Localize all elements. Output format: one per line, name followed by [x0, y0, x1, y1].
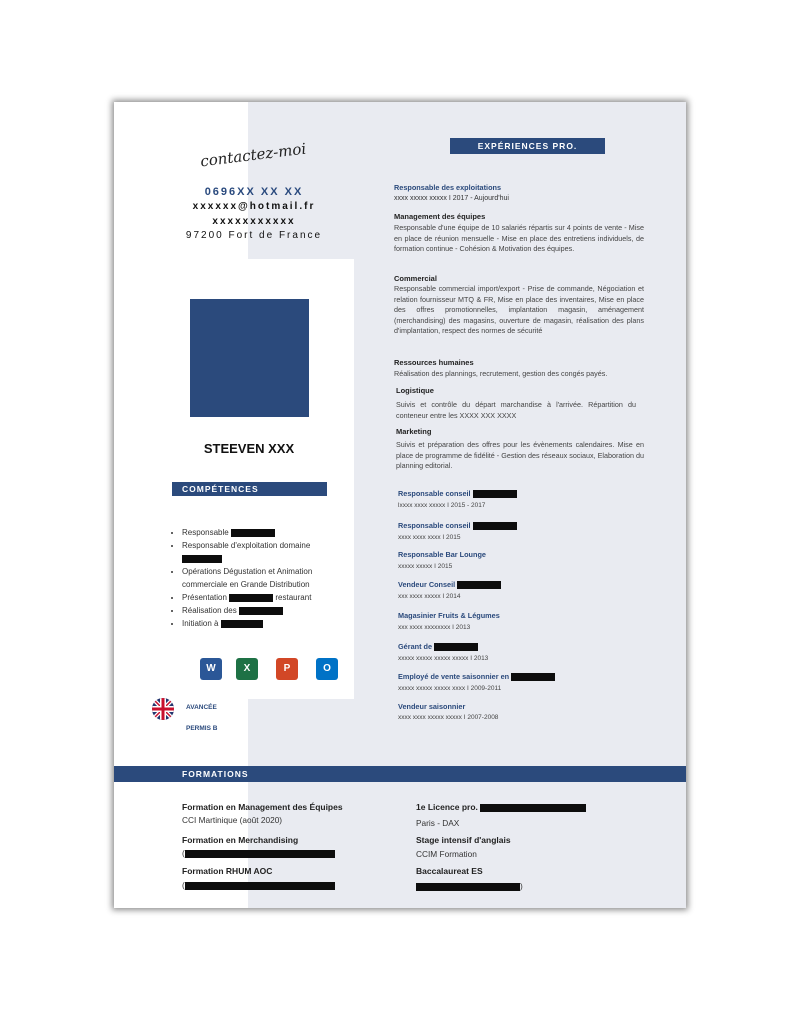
skill-item: • Initiation à [182, 617, 352, 630]
formation-title: Formation RHUM AOC [182, 866, 273, 876]
candidate-name: STEEVEN XXX [203, 441, 295, 456]
skill-item: • Réalisation des [182, 604, 352, 617]
skill-item: • Responsable [182, 526, 352, 539]
redaction-bar [185, 850, 335, 858]
english-level: AVANCÉE [186, 704, 217, 711]
skill-item: • Responsable d'exploitation domaine [182, 539, 352, 565]
job-period: xxx xxxx xxxxxxxx I 2013 [398, 624, 471, 631]
section-text: Responsable d'une équipe de 10 salariés répartis sur 4 points de vente - Mise en place de réunion mensuelle - Mise en place des entretiens individuels, de formation continue - Cohésion & Motivation des équipes. [394, 223, 644, 253]
job-title: Vendeur Conseil [398, 580, 658, 589]
job-title: Responsable conseil [398, 521, 658, 530]
section-heading: Marketing [396, 427, 432, 436]
redaction-bar [182, 555, 222, 563]
formation-detail: ( [182, 880, 335, 890]
competences-section-header: COMPÉTENCES [172, 482, 327, 496]
job-period: xxx xxxx xxxxx I 2014 [398, 593, 461, 600]
job-period: lxxxx xxxx xxxxx I 2015 - 2017 [398, 502, 486, 509]
skills-list [172, 526, 352, 630]
job-period: xxxxx xxxxx xxxxx xxxx I 2009-2011 [398, 685, 502, 692]
profile-photo-placeholder [190, 299, 309, 417]
section-text: Suivis et contrôle du départ marchandise à l'arrivée. Répartition du conteneur entre les XXXX XXX XXXX [396, 400, 636, 420]
formation-detail: Paris - DAX [416, 818, 460, 828]
phone-number: 0696XX XX XX [204, 186, 304, 198]
section-text: Réalisation des plannings, recrutement, gestion des congés payés. [394, 369, 608, 378]
redaction-bar [185, 882, 335, 890]
redaction-bar [457, 581, 501, 589]
section-text: Suivis et préparation des offres pour les évènements calendaires. Mise en place de programme de fidélité - Gestion des réseaux sociaux, Elaboration du planning editorial. [396, 440, 644, 470]
job-title: Employé de vente saisonnier en [398, 672, 658, 681]
redaction-bar [416, 883, 520, 891]
excel-icon: X [236, 658, 258, 680]
email-address: xxxxxx@hotmail.fr [192, 201, 316, 212]
section-heading: Management des équipes [394, 212, 486, 221]
experiences-section-header: EXPÉRIENCES PRO. [450, 138, 605, 154]
job-period: xxxxx xxxxx xxxxx xxxxx I 2013 [398, 655, 489, 662]
skill-item: • Opérations Dégustation et Animation commerciale en Grande Distribution [182, 565, 352, 591]
job-period: xxxx xxxx xxxx I 2015 [398, 534, 461, 541]
redaction-bar [473, 522, 517, 530]
formation-detail: CCIM Formation [416, 849, 477, 859]
section-text: Responsable commercial import/export - Prise de commande, Négociation et relation fournisseur MTQ & FR, Mise en place des inventaires, Mise en place des offres promotionnelles, implantation magasin, aménagement (merchandising) des magasins, ouverture de magasin, réalisation des plans d'implantation, respect des normes de sécurité [394, 284, 644, 335]
uk-flag-icon [152, 698, 174, 720]
job-title: Magasinier Fruits & Légumes [398, 611, 500, 620]
cv-page [114, 102, 686, 908]
job-period: xxxx xxxxx xxxxx I 2017 - Aujourd'hui [394, 195, 509, 202]
formation-title: 1e Licence pro. [416, 802, 586, 812]
redaction-bar [239, 607, 283, 615]
formation-detail: ) [416, 881, 523, 891]
skill-item: • Présentation restaurant [182, 591, 352, 604]
formation-detail: ( [182, 848, 335, 858]
redaction-bar [231, 529, 275, 537]
contact-line: xxxxxxxxxxx [212, 216, 296, 227]
redaction-bar [229, 594, 273, 602]
job-title: Responsable conseil [398, 489, 658, 498]
job-title: Responsable Bar Lounge [398, 550, 486, 559]
job-period: xxxxx xxxxx I 2015 [398, 563, 453, 570]
formation-title: Formation en Merchandising [182, 835, 299, 845]
redaction-bar [434, 643, 478, 651]
job-title: Gérant de [398, 642, 658, 651]
formation-title: Stage intensif d'anglais [416, 835, 511, 845]
section-heading: Commercial [394, 274, 437, 283]
section-heading: Ressources humaines [394, 358, 474, 367]
city: 97200 Fort de France [185, 230, 323, 241]
driving-licence: PERMIS B [186, 725, 218, 732]
formation-title: Baccalaureat ES [416, 866, 483, 876]
contact-heading: contactez-moi [199, 139, 308, 171]
formations-section-header: FORMATIONS [114, 766, 686, 782]
redaction-bar [221, 620, 263, 628]
formation-title: Formation en Management des Équipes [182, 802, 343, 812]
redaction-bar [480, 804, 586, 812]
job-title: Vendeur saisonnier [398, 702, 466, 711]
word-icon: W [200, 658, 222, 680]
section-heading: Logistique [396, 386, 434, 395]
powerpoint-icon: P [276, 658, 298, 680]
redaction-bar [511, 673, 555, 681]
redaction-bar [473, 490, 517, 498]
formation-detail: CCI Martinique (août 2020) [182, 815, 283, 825]
job-period: xxxx xxxx xxxxx xxxxx I 2007-2008 [398, 714, 499, 721]
outlook-icon: O [316, 658, 338, 680]
job-title: Responsable des exploitations [394, 183, 502, 192]
